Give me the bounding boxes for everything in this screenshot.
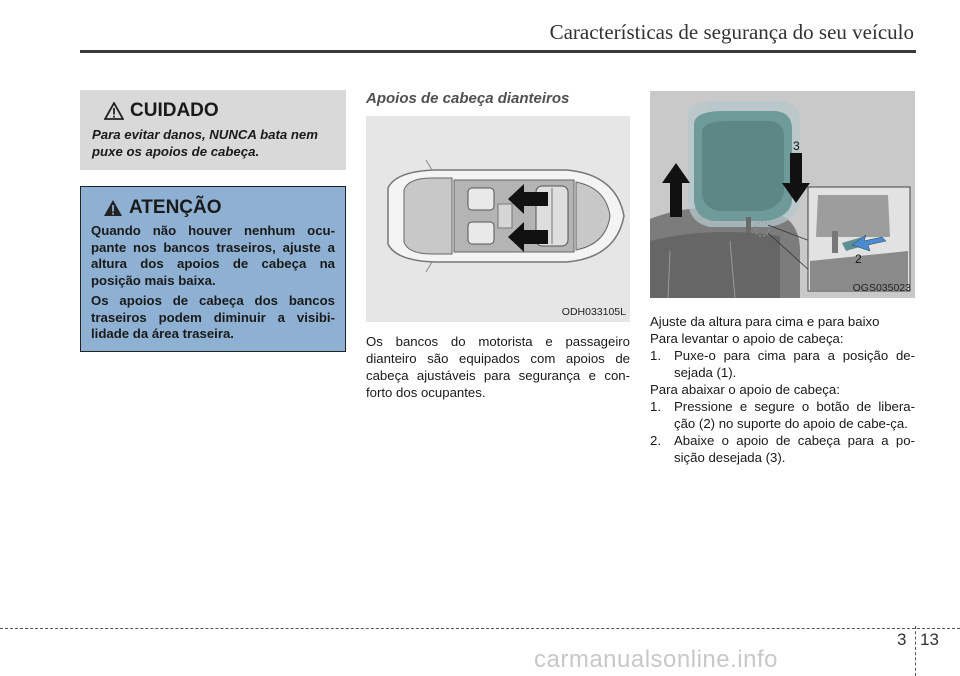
headrest-adjustment-illustration xyxy=(650,91,915,298)
list-number: 1. xyxy=(650,348,661,363)
list-item xyxy=(650,398,915,432)
warning-paragraph: Os apoios de cabeça dos bancos traseiros podem diminuir a visibi-lidade da área traseira. xyxy=(91,293,335,341)
list-item xyxy=(650,347,915,381)
warning-icon xyxy=(104,102,124,120)
header-rule xyxy=(80,50,916,53)
car-top-view-illustration xyxy=(366,116,630,322)
list-text: Puxe-o para cima para a posição de-sejada (1). xyxy=(674,348,915,380)
figure-label: 1 xyxy=(672,183,679,197)
seat-figure xyxy=(650,91,915,298)
figure-code: OGS035023 xyxy=(852,282,911,294)
section-title: Apoios de cabeça dianteiros xyxy=(366,90,570,107)
instructions xyxy=(650,313,915,466)
page-number: 13 xyxy=(920,630,939,649)
footer-rule xyxy=(0,628,960,629)
caution-title: CUIDADO xyxy=(130,100,219,121)
caution-heading xyxy=(104,100,334,122)
warning-paragraph: Quando não houver nenhum ocu-pante nos bancos traseiros, ajuste a altura dos apoios de cabeça na posição mais baixa. xyxy=(91,223,335,288)
figure-code: ODH033105L xyxy=(561,306,626,318)
warning-box xyxy=(80,186,346,352)
figure-label: 2 xyxy=(855,252,862,266)
list-number: 2. xyxy=(650,433,661,448)
lower-label: Para abaixar o apoio de cabeça: xyxy=(650,382,840,397)
list-item xyxy=(650,432,915,466)
instructions-heading: Ajuste da altura para cima e para baixo xyxy=(650,314,880,329)
raise-label: Para levantar o apoio de cabeça: xyxy=(650,331,844,346)
list-text: Pressione e segure o botão de libera-ção (2) no suporte do apoio de cabe-ça. xyxy=(674,399,915,431)
section-body-text: Os bancos do motorista e passageiro dianteiro são equipados com apoios de cabeça ajustáveis para segurança e con-forto dos ocupantes. xyxy=(366,334,630,400)
watermark: carmanualsonline.info xyxy=(534,646,778,673)
caution-text: Para evitar danos, NUNCA bata nem puxe os apoios de cabeça. xyxy=(92,127,318,159)
page-header-title: Características de segurança do seu veículo xyxy=(549,20,914,44)
list-text: Abaixe o apoio de cabeça para a po-sição desejada (3). xyxy=(674,433,915,465)
caution-box xyxy=(80,90,346,170)
list-number: 1. xyxy=(650,399,661,414)
figure-label: 3 xyxy=(793,139,800,153)
car-figure xyxy=(366,116,630,322)
warning-title: ATENÇÃO xyxy=(129,197,222,218)
warning-heading xyxy=(103,197,335,219)
page-section-number: 3 xyxy=(897,630,907,649)
page-separator xyxy=(915,626,916,676)
warning-icon xyxy=(103,199,123,217)
